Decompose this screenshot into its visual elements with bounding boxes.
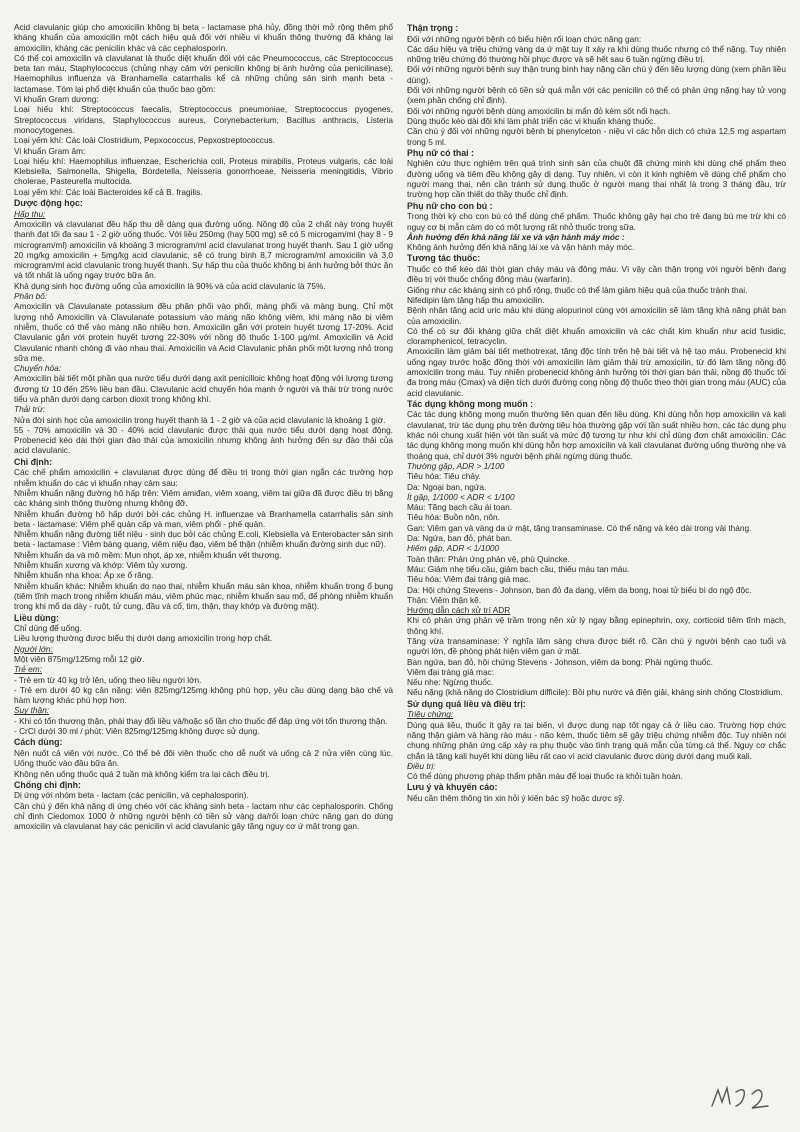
- paragraph: Nhiễm khuẩn nặng đường tiết niệu - sinh dục bởi các chủng E.coli, Klebsiella và Enterobacter sản sinh beta - lactamase : Viêm bàng quang, viêm niệu đạo, viêm bể thận (nhiễm khuẩn đường sinh dục nữ).: [14, 529, 393, 550]
- paragraph: Vi khuẩn Gram âm:: [14, 145, 86, 156]
- paragraph: Loại yếm khí: Các loài Bacteroides kể cả B. fragilis.: [14, 186, 203, 197]
- leaflet-page: [14, 22, 786, 1108]
- subheading: Triệu chứng:: [407, 709, 454, 720]
- paragraph: Một viên 875mg/125mg mỗi 12 giờ.: [14, 654, 145, 664]
- section-heading: Tác dụng không mong muốn :: [407, 398, 534, 409]
- paragraph: Loại hiếu khí: Streptococcus faecalis, Streptococcus pneumoniae, Streptococcus pyogenes, Streptococcus viridans, Staphylococcus aureus, Corynebacterium, Bacillus anthracis, Listeria monocytogenes.: [14, 104, 393, 135]
- paragraph: Da: Hội chứng Stevens - Johnson, ban đỏ đa dạng, viêm da bong, hoại tử biểu bì do ngộ độc.: [407, 584, 752, 595]
- paragraph: Có thể có sự đối kháng giữa chất diệt khuẩn amoxicilin và các chất kìm khuẩn như acid fusidic, cloramphenicol, tetracyclin.: [407, 325, 786, 347]
- paragraph: Nửa đời sinh học của amoxicilin trong huyết thanh là 1 - 2 giờ và của acid clavulanic là khoảng 1 giờ.: [14, 414, 386, 425]
- subheading: Hiếm gặp, ADR < 1/1000: [407, 543, 500, 554]
- paragraph: Các chế phẩm amoxicilin + clavulanat được dùng để điều trị trong thời gian ngắn các trường hợp nhiễm khuẩn do các vi khuẩn nhạy cảm sau:: [14, 467, 393, 488]
- section-heading: Cách dùng:: [14, 737, 63, 748]
- subheading: Trẻ em:: [14, 664, 42, 675]
- paragraph: Loại hiếu khí: Haemophilus influenzae, Escherichia coli, Proteus mirabilis, Proteus vulgaris, các loài Klebsiella, Salmonella, Shigella, Bordetella, Neisseria gonorrhoeae, Neisseria meningitidis, Vibrio cholerae, Pasteurella multocida.: [14, 155, 393, 187]
- paragraph: Da: Ngứa, ban đỏ, phát ban.: [407, 533, 513, 544]
- paragraph: Nhiễm khuẩn da và mô mềm: Mụn nhọt, áp xe, nhiễm khuẩn vết thương.: [14, 549, 282, 560]
- paragraph: Nhiễm khuẩn xương và khớp: Viêm tủy xương.: [14, 560, 188, 571]
- subheading: Thường gặp, ADR > 1/100: [407, 460, 505, 471]
- paragraph: Đối với những người bệnh có tiền sử quá mẫn với các penicilin có thể có phản ứng nặng hay tử vong (xem phần chống chỉ định).: [407, 85, 786, 106]
- paragraph: - Trẻ em từ 40 kg trở lên, uống theo liều người lớn.: [14, 674, 202, 685]
- paragraph: Cần chú ý đến khả năng dị ứng chéo với các kháng sinh beta - lactam như các cephalosporin. Chống chỉ định Ciedomox 1000 ở những người bệnh có tiền sử vàng da/rối loạn chức năng gan do dùng amoxicilin và clavulanat hay các penicilin vì acid clavulanic gây tăng nguy cơ ứ mật trong gan.: [14, 800, 393, 832]
- section-heading: Thận trọng :: [407, 23, 459, 33]
- subheading: Chuyển hóa:: [14, 363, 62, 374]
- paragraph: Tăng vừa transaminase: Ý nghĩa lâm sàng chưa được biết rõ. Cần chú ý người bệnh cao tuổi và người lớn, đề phòng phát hiện viêm gan ứ mật.: [407, 636, 786, 657]
- paragraph: Liều lượng thường được biểu thị dưới dạng amoxicilin trong hợp chất.: [14, 633, 273, 644]
- section-heading: Chống chỉ định:: [14, 779, 81, 790]
- paragraph: Nhiễm khuẩn đường hô hấp dưới bởi các chủng H. influenzae và Branhamella catarrhalis sản sinh beta - lactamase: Viêm phế quản cấp và mạn, viêm phổi - phế quản.: [14, 508, 393, 529]
- subheading: Thải trừ:: [14, 404, 46, 415]
- paragraph: Nên nuốt cả viên với nước. Có thể bẻ đôi viên thuốc cho dễ nuốt và uống cả 2 nửa viên cùng lúc. Uống thuốc vào đầu bữa ăn.: [14, 747, 393, 769]
- paragraph: Acid clavulanic giúp cho amoxicilin không bị beta - lactamase phá hủy, đồng thời mở rộng thêm phổ kháng khuẩn của amoxicilin một cách hiệu quả đối với nhiều vi khuẩn thông thường đã kháng lại amoxicilin, kháng các penicilin khác và các cephalosporin.: [14, 22, 393, 53]
- right-column: [407, 22, 786, 1032]
- paragraph: - CrCl dưới 30 ml / phút: Viên 825mg/125mg không được sử dụng.: [14, 726, 260, 737]
- paragraph: Khả dụng sinh học đường uống của amoxicilin là 90% và của acid clavulanic là 75%.: [14, 280, 326, 291]
- paragraph: Thận: Viêm thận kẽ.: [407, 594, 482, 605]
- paragraph: Da: Ngoại ban, ngứa.: [407, 481, 487, 492]
- paragraph: Giống như các kháng sinh có phổ rộng, thuốc có thể làm giảm hiệu quả của thuốc tránh thai.: [407, 284, 748, 295]
- paragraph: Ban ngứa, ban đỏ, hội chứng Stevens - Johnson, viêm da bong: Phải ngừng thuốc.: [407, 656, 713, 667]
- paragraph: 55 - 70% amoxicilin và 30 - 40% acid clavulanic được thải qua nước tiểu dưới dạng hoạt động. Probenecid kéo dài thời gian đào thải của amoxicilin nhưng không ảnh hưởng đến sự đào thải của acid clavulanic.: [14, 424, 393, 456]
- paragraph: Toàn thân: Phản ứng phản vệ, phù Quincke.: [407, 553, 570, 564]
- section-heading: Lưu ý và khuyến cáo:: [407, 782, 498, 793]
- paragraph: Tiêu hóa: Tiêu chảy.: [407, 471, 481, 482]
- paragraph: Máu: Giảm nhẹ tiểu cầu, giảm bạch cầu, thiếu máu tan máu.: [407, 563, 630, 574]
- paragraph: Amoxicilin và clavulanat đều hấp thu dễ dàng qua đường uống. Nồng độ của 2 chất này trong huyết thanh đạt tối đa sau 1 - 2 giờ uống thuốc. Với liều 250mg (hay 500 mg) sẽ có 5 microgam/ml (hay 8 - 9 microgram/ml) amoxicilin và khoảng 3 microgram/ml acid clavulanat trong huyết thanh. Sau 1 giờ uống 20 mg/kg amoxicilin + 5mg/kg acid clavulanic, sẽ có trung bình 8,7 microgram/ml amoxicilin và 3,0 microgram/ml acid clavulanic trong huyết thanh. Sự hấp thu của thuốc không bị ảnh hưởng bởi thức ăn và tốt nhất là uống ngay trước bữa ăn.: [14, 218, 393, 281]
- paragraph: Đối với những người bệnh có biểu hiện rối loạn chức năng gan:: [407, 33, 642, 44]
- left-column: [14, 22, 393, 1098]
- paragraph: Nifedipin làm tăng hấp thu amoxicilin.: [407, 294, 545, 305]
- paragraph: Loại yếm khí: Các loài Clostridium, Pepxococcus, Pepxostreptococcus.: [14, 135, 276, 146]
- paragraph: Nếu nặng (khả năng do Clostridium difficile): Bồi phụ nước và điện giải, kháng sinh chống Clostridium.: [407, 687, 783, 698]
- section-heading: Dược động học:: [14, 198, 83, 209]
- paragraph: Nhiễm khuẩn nặng đường hô hấp trên: Viêm amiđan, viêm xoang, viêm tai giữa đã được điều trị bằng các kháng sinh thông thường nhưng không đỡ.: [14, 487, 393, 509]
- subheading: Suy thận:: [14, 705, 50, 716]
- paragraph: Chỉ dùng để uống.: [14, 623, 82, 634]
- paragraph: Tiêu hóa: Buồn nôn, nôn.: [407, 512, 500, 523]
- section-heading: Liều dùng:: [14, 612, 59, 623]
- paragraph: Đối với những người bệnh dùng amoxicilin bị mẩn đỏ kèm sốt nổi hạch.: [407, 105, 671, 116]
- paragraph: Dị ứng với nhóm beta - lactam (các penicilin, và cephalosporin).: [14, 790, 249, 801]
- paragraph: Trong thời kỳ cho con bú có thể dùng chế phẩm. Thuốc không gây hại cho trẻ đang bú mẹ trừ khi có nguy cơ bị mẫn cảm do có một lượng rất nhỏ thuốc trong sữa.: [407, 211, 786, 232]
- paragraph: Không nên uống thuốc quá 2 tuần mà không kiểm tra lại cách điều trị.: [14, 768, 270, 779]
- paragraph: Thuốc có thể kéo dài thời gian chảy máu và đông máu. Vì vậy cần thận trọng với người bệnh đang điều trị với thuốc chống đông máu (warfarin).: [407, 264, 786, 285]
- paragraph: Tiêu hóa: Viêm đại tràng giả mạc.: [407, 574, 531, 585]
- paragraph: - Trẻ em dưới 40 kg cân nặng: viên 825mg/125mg không phù hợp, yêu cầu dùng dạng bào chế và hàm lượng khác phù hợp hơn.: [14, 684, 393, 706]
- paragraph: Máu: Tăng bạch cầu ái toan.: [407, 502, 513, 513]
- paragraph: Đối với những người bệnh suy thận trung bình hay nặng cần chú ý đến liều lượng dùng (xem phần liều dùng).: [407, 64, 786, 85]
- section-heading: Sử dụng quá liều và điều trị:: [407, 698, 526, 709]
- subheading: Điều trị:: [407, 760, 436, 771]
- paragraph: Viêm đại tràng giả mạc:: [407, 666, 495, 677]
- paragraph: Nghiên cứu thực nghiệm trên quá trình sinh sản của chuột đã chứng minh khi dùng chế phẩm theo đường uống và tiêm đều không gây dị dạng. Tuy nhiên, vì còn ít kinh nghiệm về dùng chế phẩm cho người mang thai, nên cần tránh sử dụng thuốc ở người mang thai nhất là trong 3 tháng đầu, trừ trường hợp cần thiết do thầy thuốc chỉ định.: [407, 158, 786, 200]
- section-heading: Ảnh hưởng đến khả năng lái xe và vận hành máy móc :: [407, 231, 625, 242]
- paragraph: Dùng quá liều, thuốc ít gây ra tai biến, vì được dung nạp tốt ngay cả ở liều cao. Trường hợp chức năng thận giảm và hàng rào máu - não kém, thuốc tiêm sẽ gây triệu chứng nhiễm độc. Tuy nhiên nói chung những phản ứng cấp xảy ra phụ thuộc vào tình trạng quá mẫn của từng cá thể. Nguy cơ chắc chắn là tăng kali huyết khi dùng liều rất cao vì acid clavulanic được dùng dưới dạng muối kali.: [407, 719, 786, 761]
- paragraph: Bệnh nhân tăng acid uric máu khi dùng alopurinol cùng với amoxicilin sẽ làm tăng khả năng phát ban của amoxicilin.: [407, 305, 786, 326]
- paragraph: Nếu nhẹ: Ngừng thuốc.: [407, 677, 494, 688]
- paragraph: Nhiễm khuẩn nha khoa: Áp xe ổ răng.: [14, 570, 154, 581]
- paragraph: Cần chú ý đối với những người bệnh bị phenylceton - niệu vì các hỗn dịch có chứa 12,5 mg aspartam trong 5 ml.: [407, 126, 786, 147]
- section-heading: Chỉ định:: [14, 456, 53, 467]
- paragraph: Các tác dụng không mong muốn thường liên quan đến liều dùng. Khi dùng hỗn hợp amoxicilin và kali clavulanat, trừ tác dụng phụ trên đường tiêu hóa thường gặp với tần suất nhiều hơn, các tác dụng phụ khác nói chung xuất hiện với tần suất và mức độ tương tự như khi chỉ dùng đơn chất amoxicilin. Các tác dụng không mong muốn khi dùng hỗn hợp amoxicilin và kali clavulanat đường uống thường nhẹ và thoáng qua, chỉ dưới 3% người bệnh phải ngừng dùng thuốc.: [407, 409, 786, 461]
- paragraph: Nếu cần thêm thông tin xin hỏi ý kiến bác sỹ hoặc dược sỹ.: [407, 793, 625, 804]
- handwritten-signature: [708, 1082, 778, 1112]
- paragraph: Gan: Viêm gan và vàng da ứ mật, tăng transaminase. Có thể nặng và kéo dài trong vài tháng.: [407, 522, 752, 533]
- paragraph: Các dấu hiệu và triệu chứng vàng da ứ mật tuy ít xảy ra khi dùng thuốc nhưng có thể nặng. Tuy nhiên những triệu chứng đó thường hồi phục được và sẽ hết sau 6 tuần ngừng điều trị.: [407, 43, 786, 65]
- paragraph: Khi có phản ứng phản vệ trầm trọng nên xử lý ngay bằng epinephrin, oxy, corticoid tiêm tĩnh mạch, thông khí.: [407, 615, 786, 636]
- subheading: Hấp thu:: [14, 208, 46, 219]
- paragraph: Amoxicilin và Clavulanate potassium đều phân phối vào phổi, màng phổi và màng bụng. Chỉ một lượng nhỏ Amoxicilin và Clavulanate potassium vào màng não không viêm, khi màng não bị viêm nhiễm, thuốc có thể vào màng não nhiều hơn. Amoxicilin gắn với protein huyết tương 17-20%. Acid Clavulanic gắn với protein huyết tương 22-30% với nồng độ thuốc 1-100 µg/ml. Amoxicilin và Acid Clavulanic nhanh chóng đi vào nhau thai. Amoxicilin và Acid Clavulanic phân phối một lượng nhỏ trong sữa mẹ.: [14, 301, 393, 363]
- paragraph: Có thể dùng phương pháp thẩm phân máu để loại thuốc ra khỏi tuần hoàn.: [407, 771, 683, 782]
- paragraph: Không ảnh hưởng đến khả năng lái xe và vận hành máy móc.: [407, 242, 635, 253]
- paragraph: - Khi có tổn thương thận, phải thay đổi liều và/hoặc số lần cho thuốc để đáp ứng với tổn thương thận.: [14, 715, 388, 726]
- section-heading: Phụ nữ có thai :: [407, 147, 474, 158]
- paragraph: Dùng thuốc kéo dài đôi khi làm phát triển các vi khuẩn kháng thuốc.: [407, 115, 656, 126]
- paragraph: Vi khuẩn Gram dương:: [14, 94, 99, 105]
- subheading: Phân bố:: [14, 291, 48, 302]
- subheading: Ít gặp, 1/1000 < ADR < 1/100: [407, 491, 515, 502]
- paragraph: Amoxicilin bài tiết một phần qua nước tiểu dưới dạng axit penicilloic không hoạt động với lượng tương đương từ 10 đến 25% liều ban đầu. Clavulanic acid chuyển hóa mạnh ở người và thải trừ trong nước tiểu và phân dưới dạng carbon dioxit trong không khí.: [14, 373, 393, 404]
- section-heading: Tương tác thuốc:: [407, 253, 481, 264]
- paragraph: Nhiễm khuẩn khác: Nhiễm khuẩn do nạo thai, nhiễm khuẩn máu sản khoa, nhiễm khuẩn trong ổ bụng (tiêm tĩnh mạch trong nhiễm khuẩn máu, viêm phúc mạc, nhiễm khuẩn sau mổ, để phòng nhiễm khuẩn trong khi mổ dạ dày - ruột, tử cung, đầu và cổ, tim, thận, thay khớp và đường mật).: [14, 580, 393, 612]
- section-heading: Phụ nữ cho con bú :: [407, 200, 493, 211]
- subheading: Hướng dẫn cách xử trí ADR: [407, 605, 511, 616]
- paragraph: Amoxicilin làm giảm bài tiết methotrexat, tăng độc tính trên hệ bài tiết và hệ tạo máu. Probenecid khi uống ngay trước hoặc đồng thời với amoxicilin làm giảm thải trừ amoxicilin, từ đó làm tăng nồng độ amoxicilin trong máu. Tuy nhiên probenecid không ảnh hưởng tới thời gian bán thải, nồng độ thuốc tối đa trong máu (Cmax) và diện tích dưới đường cong nồng độ thuốc theo thời gian trong máu (AUC) của acid clavulanic.: [407, 346, 786, 398]
- paragraph: Có thể coi amoxicilin và clavulanat là thuốc diệt khuẩn đối với các Pneumococcus, các Streptococcus beta tan máu, Staphylococcus (chủng nhạy cảm với penicilin không bị ảnh hưởng của penicilinase), Haemophilus influenza và Branhamella catarrhalis kể cả những chủng sản sinh mạnh beta - lactamase. Tóm lại phổ diệt khuẩn của thuốc bao gồm:: [14, 52, 393, 94]
- subheading: Người lớn:: [14, 643, 53, 654]
